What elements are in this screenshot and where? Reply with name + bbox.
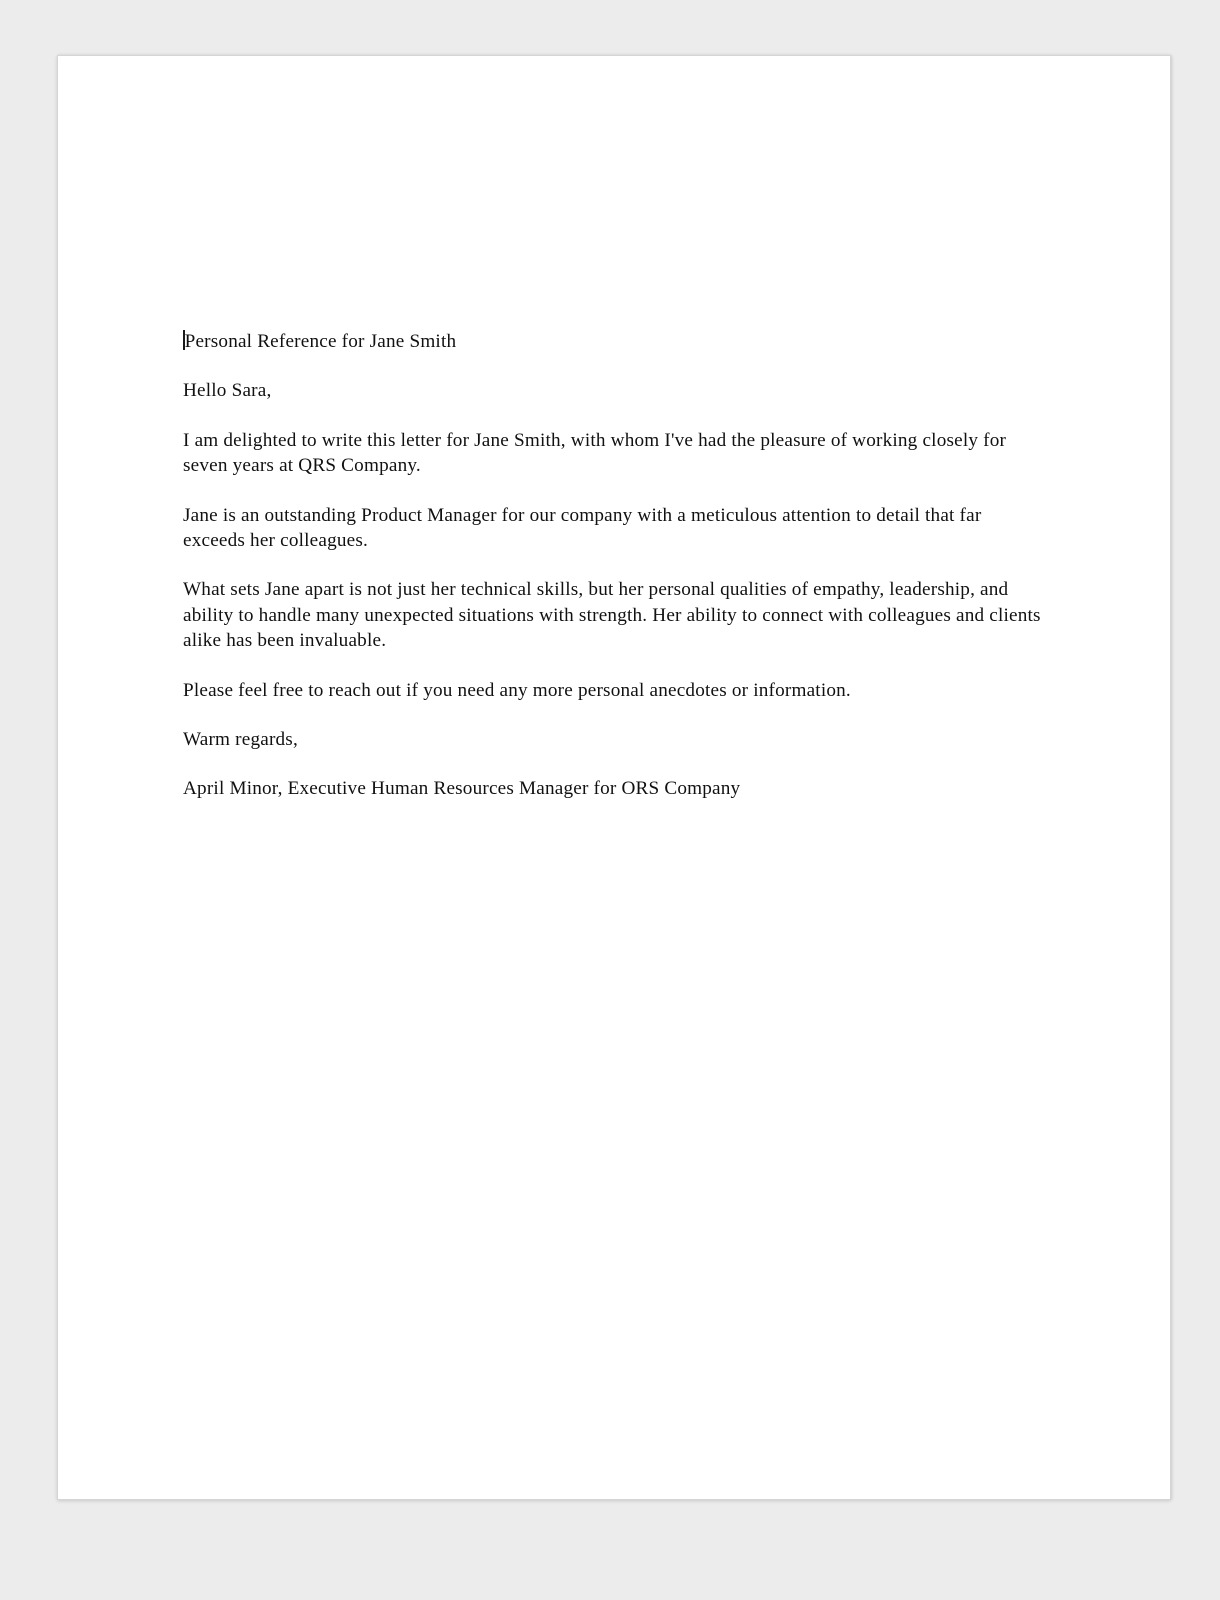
signature-line: April Minor, Executive Human Resources Manager for ORS Company (183, 778, 741, 800)
body-paragraph-3: What sets Jane apart is not just her technical skills, but her personal qualities of empathy, leadership, and ability to handle many unexpected situations with strength. Her ability to connect with colleagues and clients alike has been invaluable. (183, 579, 1041, 652)
body-paragraph-1: I am delighted to write this letter for Jane Smith, with whom I've had the pleasure of working closely for seven years at QRS Company. (183, 429, 1007, 477)
closing-line: Warm regards, (183, 729, 298, 751)
body-paragraph-2: Jane is an outstanding Product Manager for our company with a meticulous attention to detail that far exceeds her colleagues. (183, 504, 982, 552)
document-title-line[interactable] (183, 329, 1043, 354)
letter-content[interactable] (183, 329, 1043, 802)
document-title: Personal Reference for Jane Smith (184, 331, 457, 352)
salutation: Hello Sara, (183, 380, 272, 402)
body-paragraph-4: Please feel free to reach out if you need any more personal anecdotes or information. (183, 679, 851, 701)
document-page[interactable] (57, 55, 1171, 1500)
